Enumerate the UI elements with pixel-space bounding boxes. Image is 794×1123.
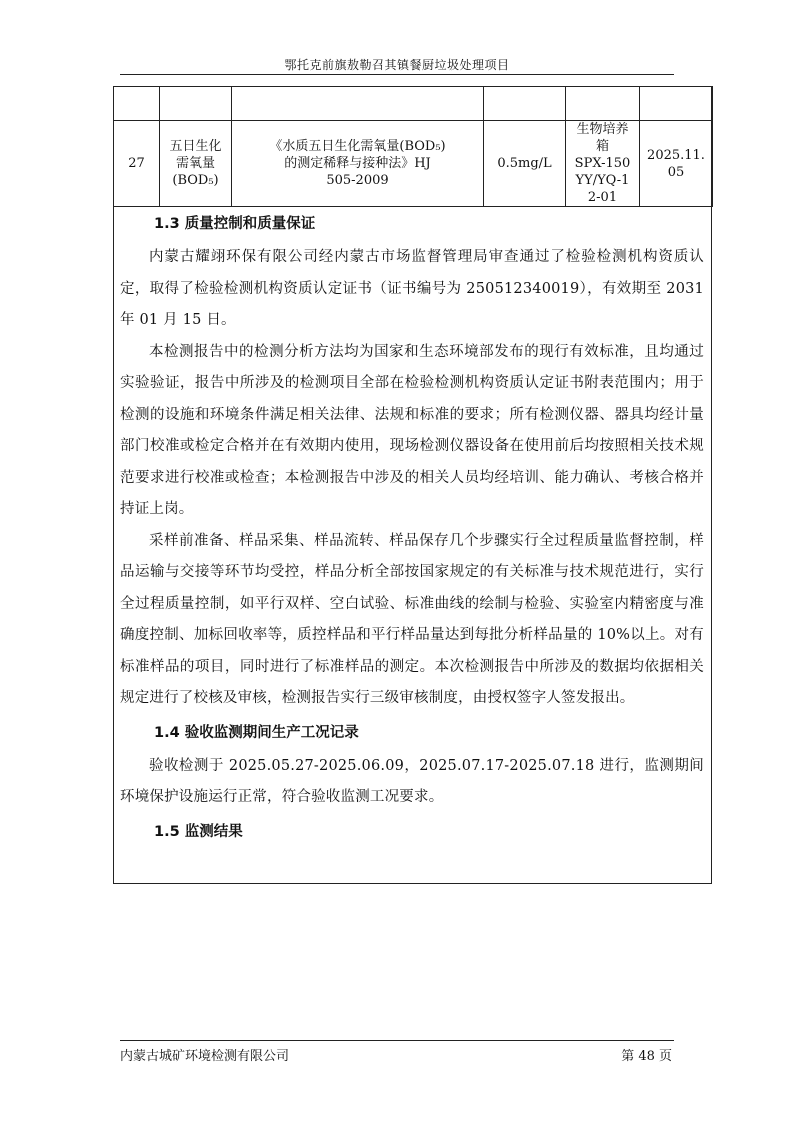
section-heading-1-4: 1.4 验收监测期间生产工况记录 <box>154 724 359 741</box>
table-cell <box>484 87 566 121</box>
table-cell <box>232 87 484 121</box>
document-header-title: 鄂托克前旗敖勒召其镇餐厨垃圾处理项目 <box>284 58 510 72</box>
footer-divider <box>120 1040 674 1041</box>
date-line: 05 <box>667 164 685 180</box>
instrument <box>566 121 640 207</box>
section-heading-1-5: 1.5 监测结果 <box>154 823 243 840</box>
page-number: 第 48 页 <box>621 1049 672 1064</box>
paragraph: 本检测报告中的检测分析方法均为国家和生态环境部发布的现行有效标准，且均通过实验验证，报告中所涉及的检测项目全部在检验检测机构资质认定证书附表范围内；用于检测的设施和环境条件满足相关法律、法规和标准的要求；所有检测仪器、器具均经计量部门校准或检定合格并在有效期内使用，现场检测仪器设备在使用前后均按照相关技术规范要求进行校准或检查；本检测报告中涉及的相关人员均经培训、能力确认、考核合格并持证上岗。 <box>120 343 704 517</box>
date-line: 2025.11. <box>647 147 705 163</box>
paragraph: 采样前准备、样品采集、样品流转、样品保存几个步骤实行全过程质量监督控制，样品运输与交接等环节均受控，样品分析全部按国家规定的有关标准与技术规范进行，实行全过程质量控制，如平行双样、空白试验、标准曲线的绘制与检验、实验室内精密度与准确度控制、加标回收率等，质控样品和平行样品量达到每批分析样品量的 10%以上。对有标准样品的项目，同时进行了标准样品的测定。本次检测报告中所涉及的数据均依据相关规定进行了校核及审核，检测报告实行三级审核制度，由授权签字人签发报出。 <box>120 532 704 706</box>
monitoring-item <box>160 121 232 207</box>
analysis-method <box>232 121 484 207</box>
instrument-line: YY/YQ-1 <box>575 173 630 188</box>
method-line: 的测定稀释与接种法》HJ <box>284 156 431 171</box>
table-cell <box>160 87 232 121</box>
calibration-date <box>640 121 713 207</box>
detection-limit: 0.5mg/L <box>484 121 566 207</box>
instrument-line: 箱 <box>595 139 609 154</box>
row-number: 27 <box>114 121 160 207</box>
table-row <box>114 121 713 207</box>
footer-company: 内蒙古城矿环境检测有限公司 <box>120 1049 290 1064</box>
table-cell <box>114 87 160 121</box>
section-heading-1-3: 1.3 质量控制和质量保证 <box>154 216 316 232</box>
report-body <box>120 206 704 850</box>
instrument-line: SPX-150 <box>574 156 631 171</box>
instrument-line: 生物培养 <box>576 122 629 137</box>
method-line: 505-2009 <box>326 173 389 188</box>
instrument-line: 2-01 <box>587 190 618 205</box>
item-line: 需氧量 <box>175 156 215 171</box>
method-table <box>113 86 713 207</box>
header-divider <box>120 74 674 75</box>
table-cell <box>566 87 640 121</box>
table-cell <box>640 87 713 121</box>
paragraph: 内蒙古耀翊环保有限公司经内蒙古市场监督管理局审查通过了检验检测机构资质认定，取得了检验检测机构资质认定证书（证书编号为 250512340019），有效期至 2031 年 01 月 15 日。 <box>120 249 704 328</box>
item-line: 五日生化 <box>169 139 222 154</box>
paragraph: 验收检测于 2025.05.27-2025.06.09，2025.07.17-2025.07.18 进行，监测期间环境保护设施运行正常，符合验收监测工况要求。 <box>120 757 704 805</box>
item-line: (BOD₅) <box>172 173 219 188</box>
method-line: 《水质五日生化需氧量(BOD₅) <box>269 139 446 154</box>
table-row-blank <box>114 87 713 121</box>
